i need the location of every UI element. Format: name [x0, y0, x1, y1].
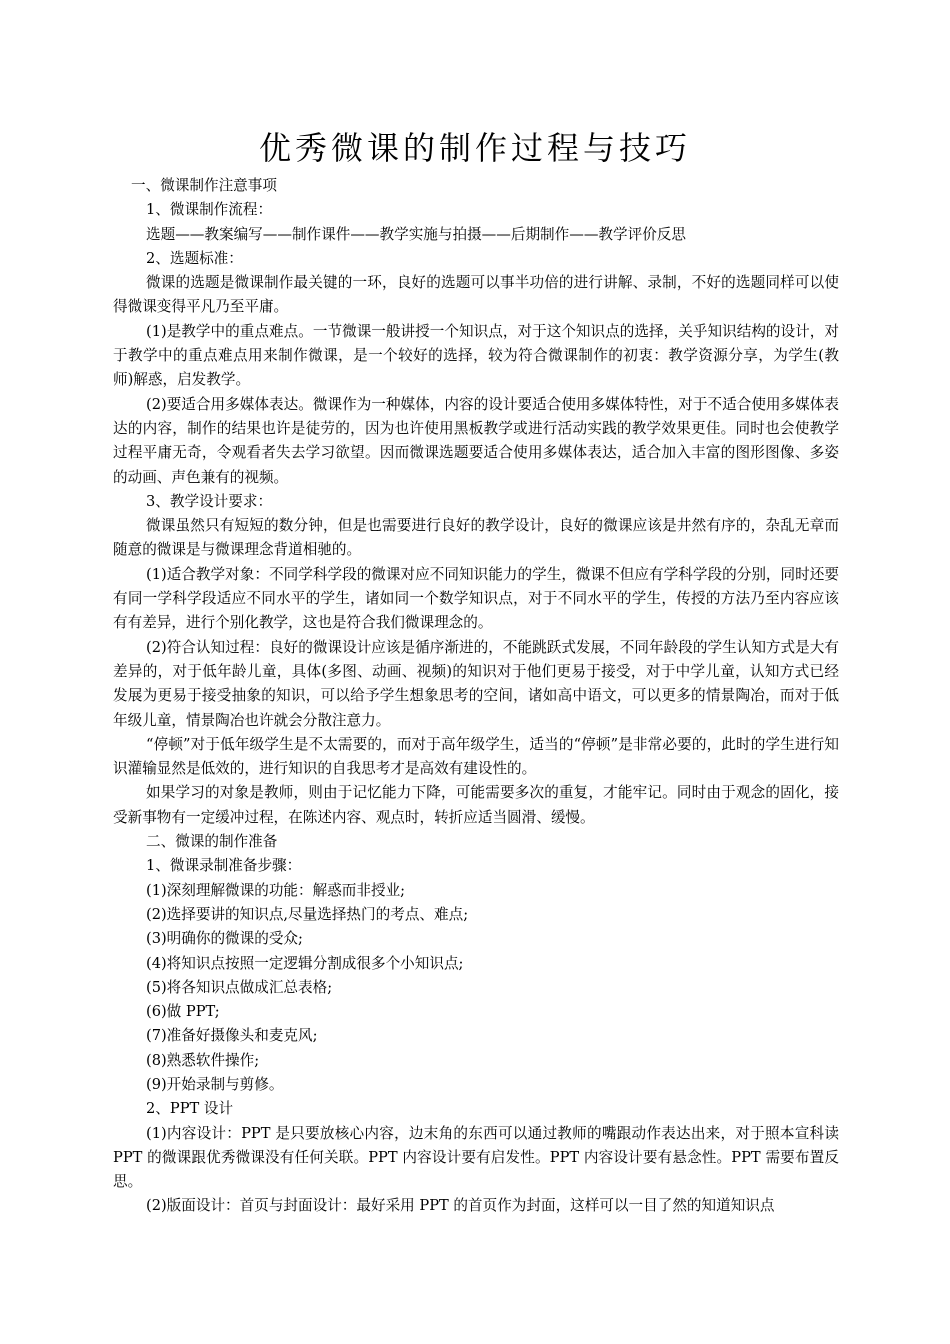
paragraph: 一、微课制作注意事项 — [131, 177, 277, 194]
paragraph: (4)将知识点按照一定逻辑分割成很多个小知识点; — [146, 954, 464, 972]
paragraph: (1)是教学中的重点难点。一节微课一般讲授一个知识点，对于这个知识点的选择，关乎知识结构的设计，对于教学中的重点难点用来制作微课，是一个较好的选择，较为符合微课制作的初衷：教学资源分享，为学生(教师)解惑，启发教学。 — [113, 322, 839, 389]
paragraph: 二、微课的制作准备 — [146, 833, 278, 851]
paragraph: 微课虽然只有短短的数分钟，但是也需要进行良好的教学设计，良好的微课应该是井然有序的，杂乱无章而随意的微课是与微课理念背道相驰的。 — [113, 517, 839, 559]
paragraph: 如果学习的对象是教师，则由于记忆能力下降，可能需要多次的重复，才能牢记。同时由于观念的固化，接受新事物有一定缓冲过程，在陈述内容、观点时，转折应适当圆滑、缓慢。 — [113, 784, 839, 826]
paragraph: 2、选题标准： — [146, 249, 243, 267]
paragraph: 1、微课录制准备步骤： — [146, 857, 302, 875]
paragraph: (6)做 PPT; — [146, 1003, 220, 1021]
document-body — [113, 174, 839, 1219]
paragraph: (9)开始录制与剪修。 — [146, 1075, 284, 1093]
paragraph: 选题——教案编写——制作课件——教学实施与拍摄——后期制作——教学评价反思 — [146, 225, 686, 243]
document-title: 优秀微课的制作过程与技巧 — [258, 129, 691, 167]
paragraph: (1)内容设计：PPT 是只要放核心内容，边末角的东西可以通过教师的嘴跟动作表达出来，对于照本宣科读 PPT 的微课跟优秀微课没有任何关联。PPT 内容设计要有启发性。PPT 内容设计要有悬念性。PPT 需要布置反思。 — [113, 1124, 839, 1191]
paragraph: (2)版面设计：首页与封面设计：最好采用 PPT 的首页作为封面，这样可以一目了然的知道知识点 — [146, 1197, 775, 1215]
paragraph: “停顿”对于低年级学生是不太需要的，而对于高年级学生，适当的“停顿”是非常必要的，此时的学生进行知识灌输显然是低效的，进行知识的自我思考才是高效有建设性的。 — [113, 735, 839, 778]
paragraph: (5)将各知识点做成汇总表格; — [146, 978, 333, 996]
paragraph: (2)要适合用多媒体表达。微课作为一种媒体，内容的设计要适合使用多媒体特性，对于不适合使用多媒体表达的内容，制作的结果也许是徒劳的，因为也许使用黑板教学或进行活动实践的教学效果更佳。同时也会使教学过程平庸无奇，令观看者失去学习欲望。因而微课选题要适合使用多媒体表达，适合加入丰富的图形图像、多姿的动画、声色兼有的视频。 — [113, 395, 839, 486]
paragraph: (2)符合认知过程：良好的微课设计应该是循序渐进的，不能跳跃式发展，不同年龄段的学生认知方式是大有差异的，对于低年龄儿童，具体(多图、动画、视频)的知识对于他们更易于接受，对于中学儿童，认知方式已经发展为更易于接受抽象的知识，可以给予学生想象思考的空间，诸如高中语文，可以更多的情景陶冶，而对于低年级儿童，情景陶冶也许就会分散注意力。 — [113, 638, 839, 729]
paragraph: (1)适合教学对象：不同学科学段的微课对应不同知识能力的学生，微课不但应有学科学段的分别，同时还要有同一学科学段适应不同水平的学生，诸如同一个数学知识点，对于不同水平的学生，传授的方法乃至内容应该有有差异，进行个别化教学，这也是符合我们微课理念的。 — [113, 565, 839, 632]
paragraph: (1)深刻理解微课的功能：解惑而非授业; — [146, 881, 406, 899]
paragraph: 2、PPT 设计 — [146, 1100, 234, 1118]
paragraph: (2)选择要讲的知识点,尽量选择热门的考点、难点; — [146, 905, 469, 923]
paragraph: 1、微课制作流程： — [146, 201, 273, 219]
paragraph: 微课的选题是微课制作最关键的一环，良好的选题可以事半功倍的进行讲解、录制，不好的选题同样可以使得微课变得平凡乃至平庸。 — [113, 274, 839, 316]
paragraph: (3)明确你的微课的受众; — [146, 930, 303, 948]
paragraph: 3、教学设计要求： — [146, 492, 273, 510]
paragraph: (7)准备好摄像头和麦克风; — [146, 1027, 318, 1045]
paragraph: (8)熟悉软件操作; — [146, 1051, 260, 1069]
